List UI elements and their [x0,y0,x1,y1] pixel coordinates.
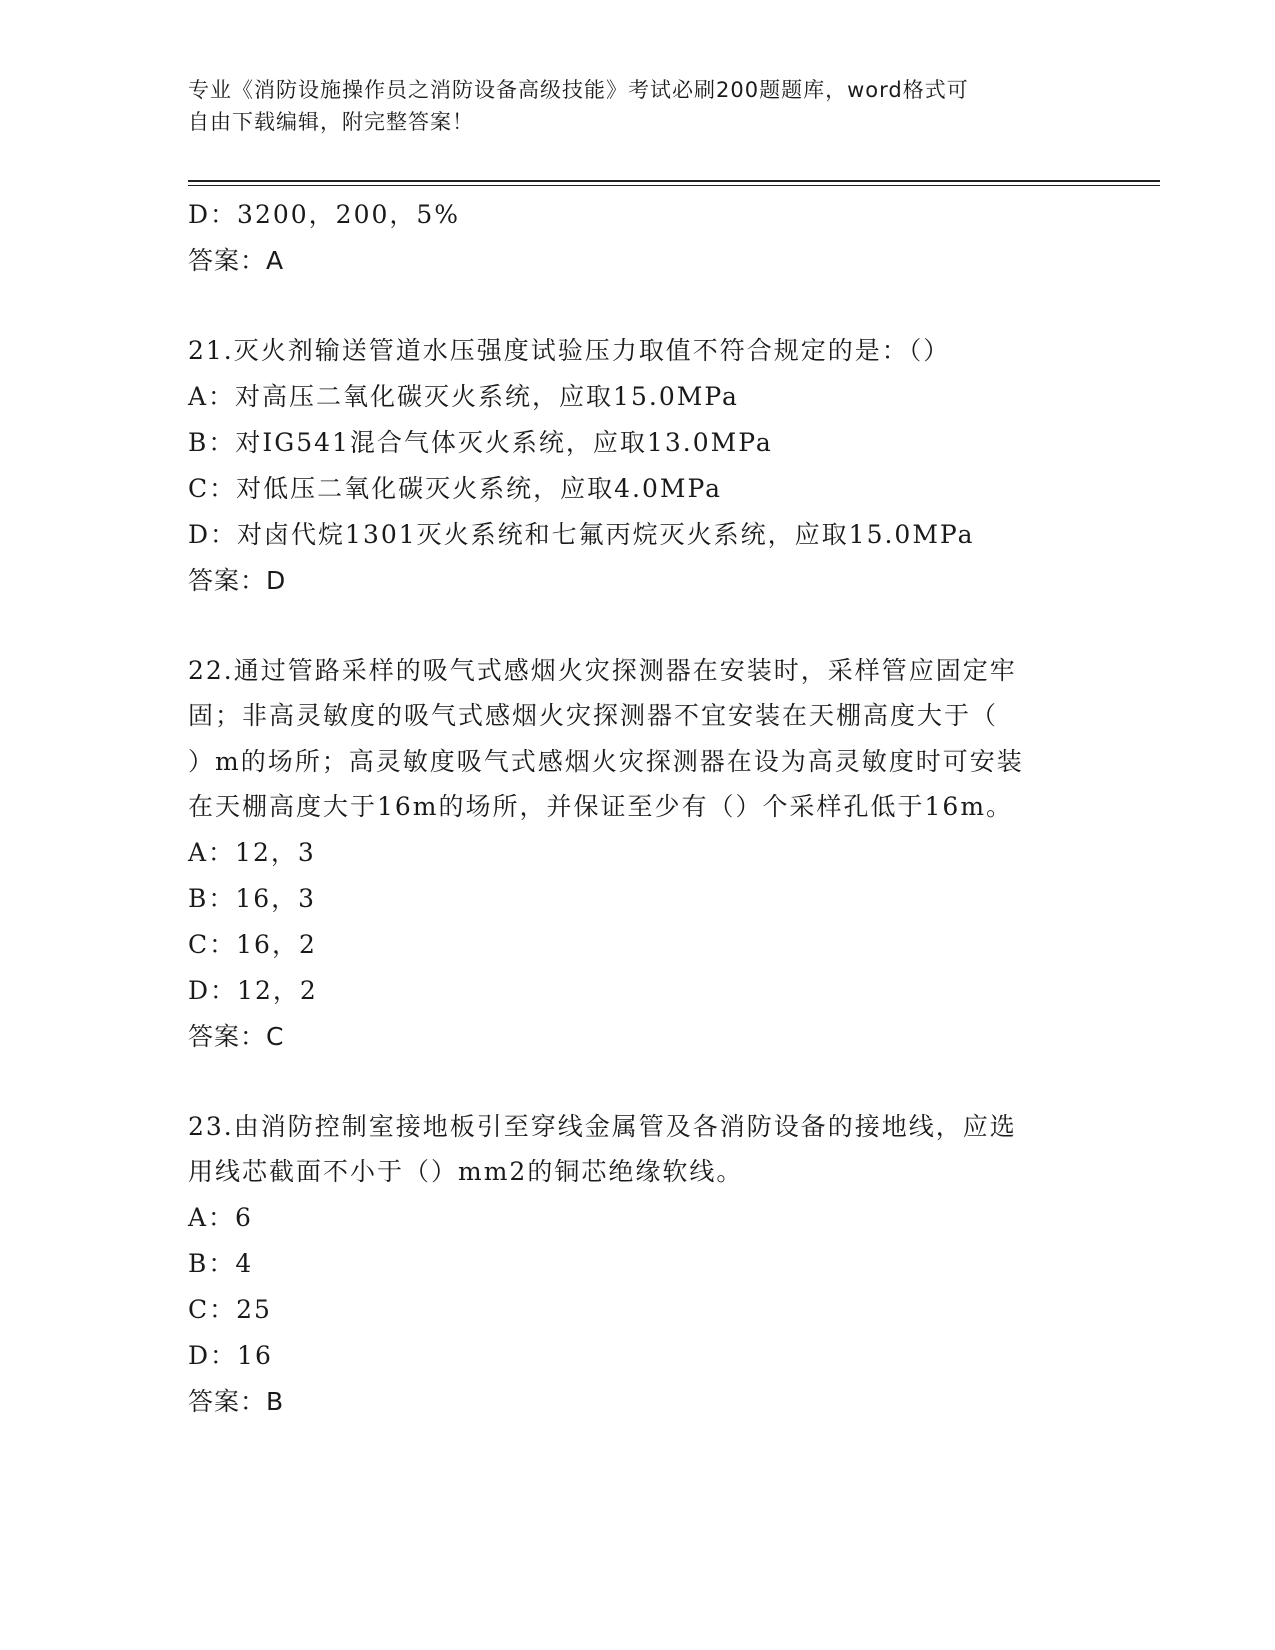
document-header [188,74,1068,138]
option-a: A：6 [188,1202,253,1232]
question-stem-line: 在天棚高度大于16m的场所，并保证至少有（）个采样孔低于16m。 [188,792,1014,821]
question-list [188,192,1088,1425]
option-d: D：3200，200，5% [188,200,461,229]
question-stem-line: 21.灭火剂输送管道水压强度试验压力取值不符合规定的是：（） [188,336,951,365]
option-b: B：16，3 [188,883,317,913]
option-c: C：16，2 [188,929,317,959]
option-a: A：12，3 [188,837,316,867]
option-d: D：对卤代烷1301灭火系统和七氟丙烷灭火系统，应取15.0MPa [188,519,975,549]
answer: 答案：C [188,1021,285,1051]
header-divider-thin [188,185,1160,186]
option-c: C：25 [188,1294,272,1324]
answer: 答案：A [188,246,285,275]
answer: 答案：D [188,565,287,595]
question-stem-line: ）m的场所；高灵敏度吸气式感烟火灾探测器在设为高灵敏度时可安装 [188,746,1024,776]
option-b: B：4 [188,1248,254,1278]
option-d: D：12，2 [188,975,318,1005]
header-line-1: 专业《消防设施操作员之消防设备高级技能》考试必刷200题题库，word格式可 [188,78,969,102]
option-d: D：16 [188,1340,273,1370]
spacer [188,1060,1088,1104]
question-stem-line: 用线芯截面不小于（）mm2的铜芯绝缘软线。 [188,1157,744,1186]
option-a: A：对高压二氧化碳灭火系统，应取15.0MPa [188,381,739,411]
question-22 [188,648,1088,1060]
question-23 [188,1104,1088,1425]
answer: 答案：B [188,1386,285,1416]
option-c: C：对低压二氧化碳灭火系统，应取4.0MPa [188,473,723,503]
spacer [188,284,1088,328]
option-b: B：对IG541混合气体灭火系统，应取13.0MPa [188,427,773,457]
question-21 [188,328,1088,604]
question-stem-line: 22.通过管路采样的吸气式感烟火灾探测器在安装时，采样管应固定牢 [188,655,1017,685]
spacer [188,604,1088,648]
header-line-2: 自由下载编辑，附完整答案！ [188,110,474,134]
question-stem-line: 固；非高灵敏度的吸气式感烟火灾探测器不宜安装在天棚高度大于（ [188,701,999,730]
question-stem-line: 23.由消防控制室接地板引至穿线金属管及各消防设备的接地线，应选 [188,1111,1017,1141]
header-divider-thick [188,180,1160,182]
